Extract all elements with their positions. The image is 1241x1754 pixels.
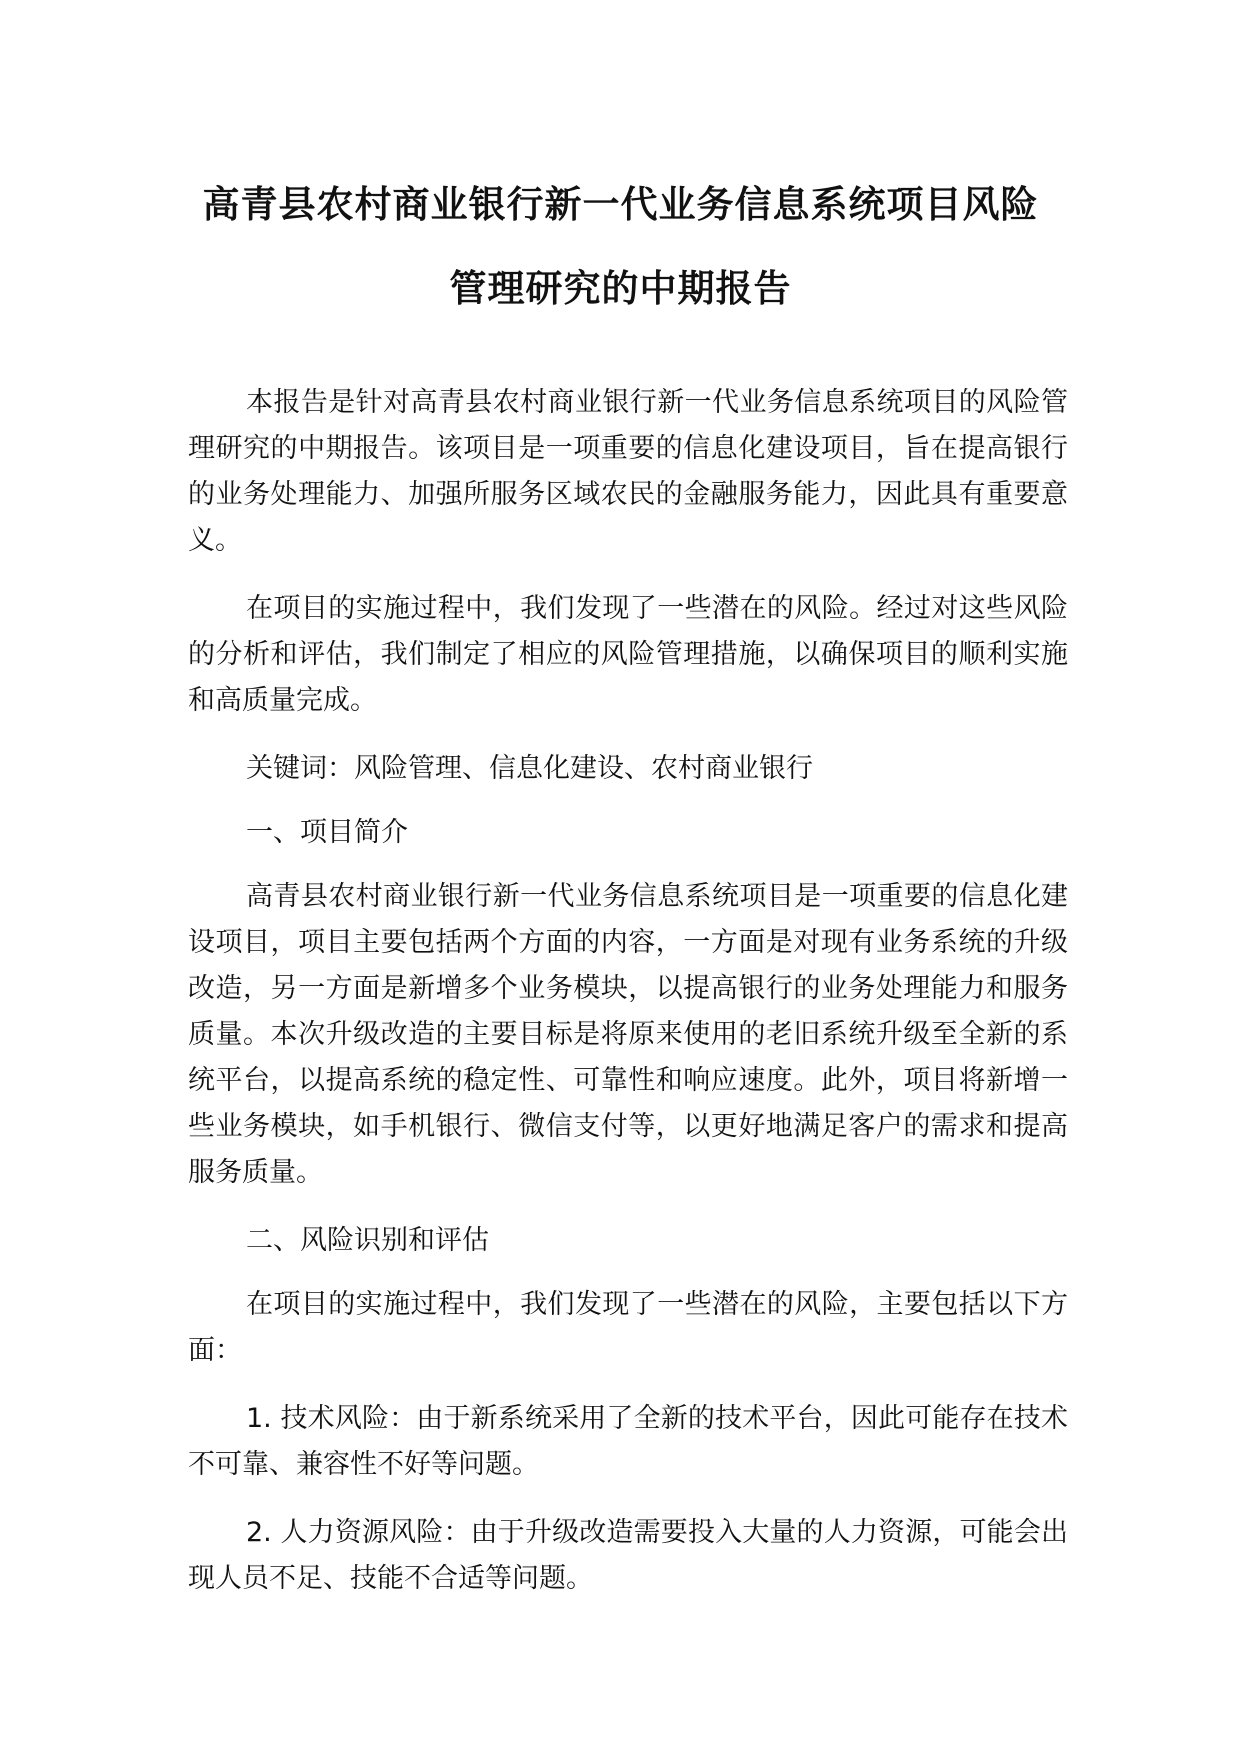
list-item-hr-risk: 2. 人力资源风险：由于升级改造需要投入大量的人力资源，可能会出现人员不足、技能不合适等问题。 — [188, 1517, 1068, 1594]
document-title-line-2: 管理研究的中期报告 — [449, 267, 792, 310]
keywords-line: 关键词：风险管理、信息化建设、农村商业银行 — [246, 753, 813, 784]
project-intro-paragraph: 高青县农村商业银行新一代业务信息系统项目是一项重要的信息化建设项目，项目主要包括两个方面的内容，一方面是对现有业务系统的升级改造，另一方面是新增多个业务模块，以提高银行的业务处理能力和服务质量。本次升级改造的主要目标是将原来使用的老旧系统升级至全新的系统平台，以提高系统的稳定性、可靠性和响应速度。此外，项目将新增一些业务模块，如手机银行、微信支付等，以更好地满足客户的需求和提高服务质量。 — [188, 881, 1068, 1188]
intro-paragraph: 本报告是针对高青县农村商业银行新一代业务信息系统项目的风险管理研究的中期报告。该项目是一项重要的信息化建设项目，旨在提高银行的业务处理能力、加强所服务区域农民的金融服务能力，因此具有重要意义。 — [188, 387, 1068, 556]
section-heading-risk-identification: 二、风险识别和评估 — [246, 1225, 489, 1256]
risk-intro-paragraph: 在项目的实施过程中，我们发现了一些潜在的风险，主要包括以下方面： — [188, 1289, 1068, 1366]
risk-summary-paragraph: 在项目的实施过程中，我们发现了一些潜在的风险。经过对这些风险的分析和评估，我们制定了相应的风险管理措施，以确保项目的顺利实施和高质量完成。 — [188, 593, 1068, 716]
document-body — [188, 380, 1068, 1624]
list-item-technical-risk: 1. 技术风险：由于新系统采用了全新的技术平台，因此可能存在技术不可靠、兼容性不好等问题。 — [188, 1403, 1068, 1480]
document-title-line-1: 高青县农村商业银行新一代业务信息系统项目风险 — [202, 183, 1039, 226]
section-heading-project-intro: 一、项目简介 — [246, 817, 408, 848]
